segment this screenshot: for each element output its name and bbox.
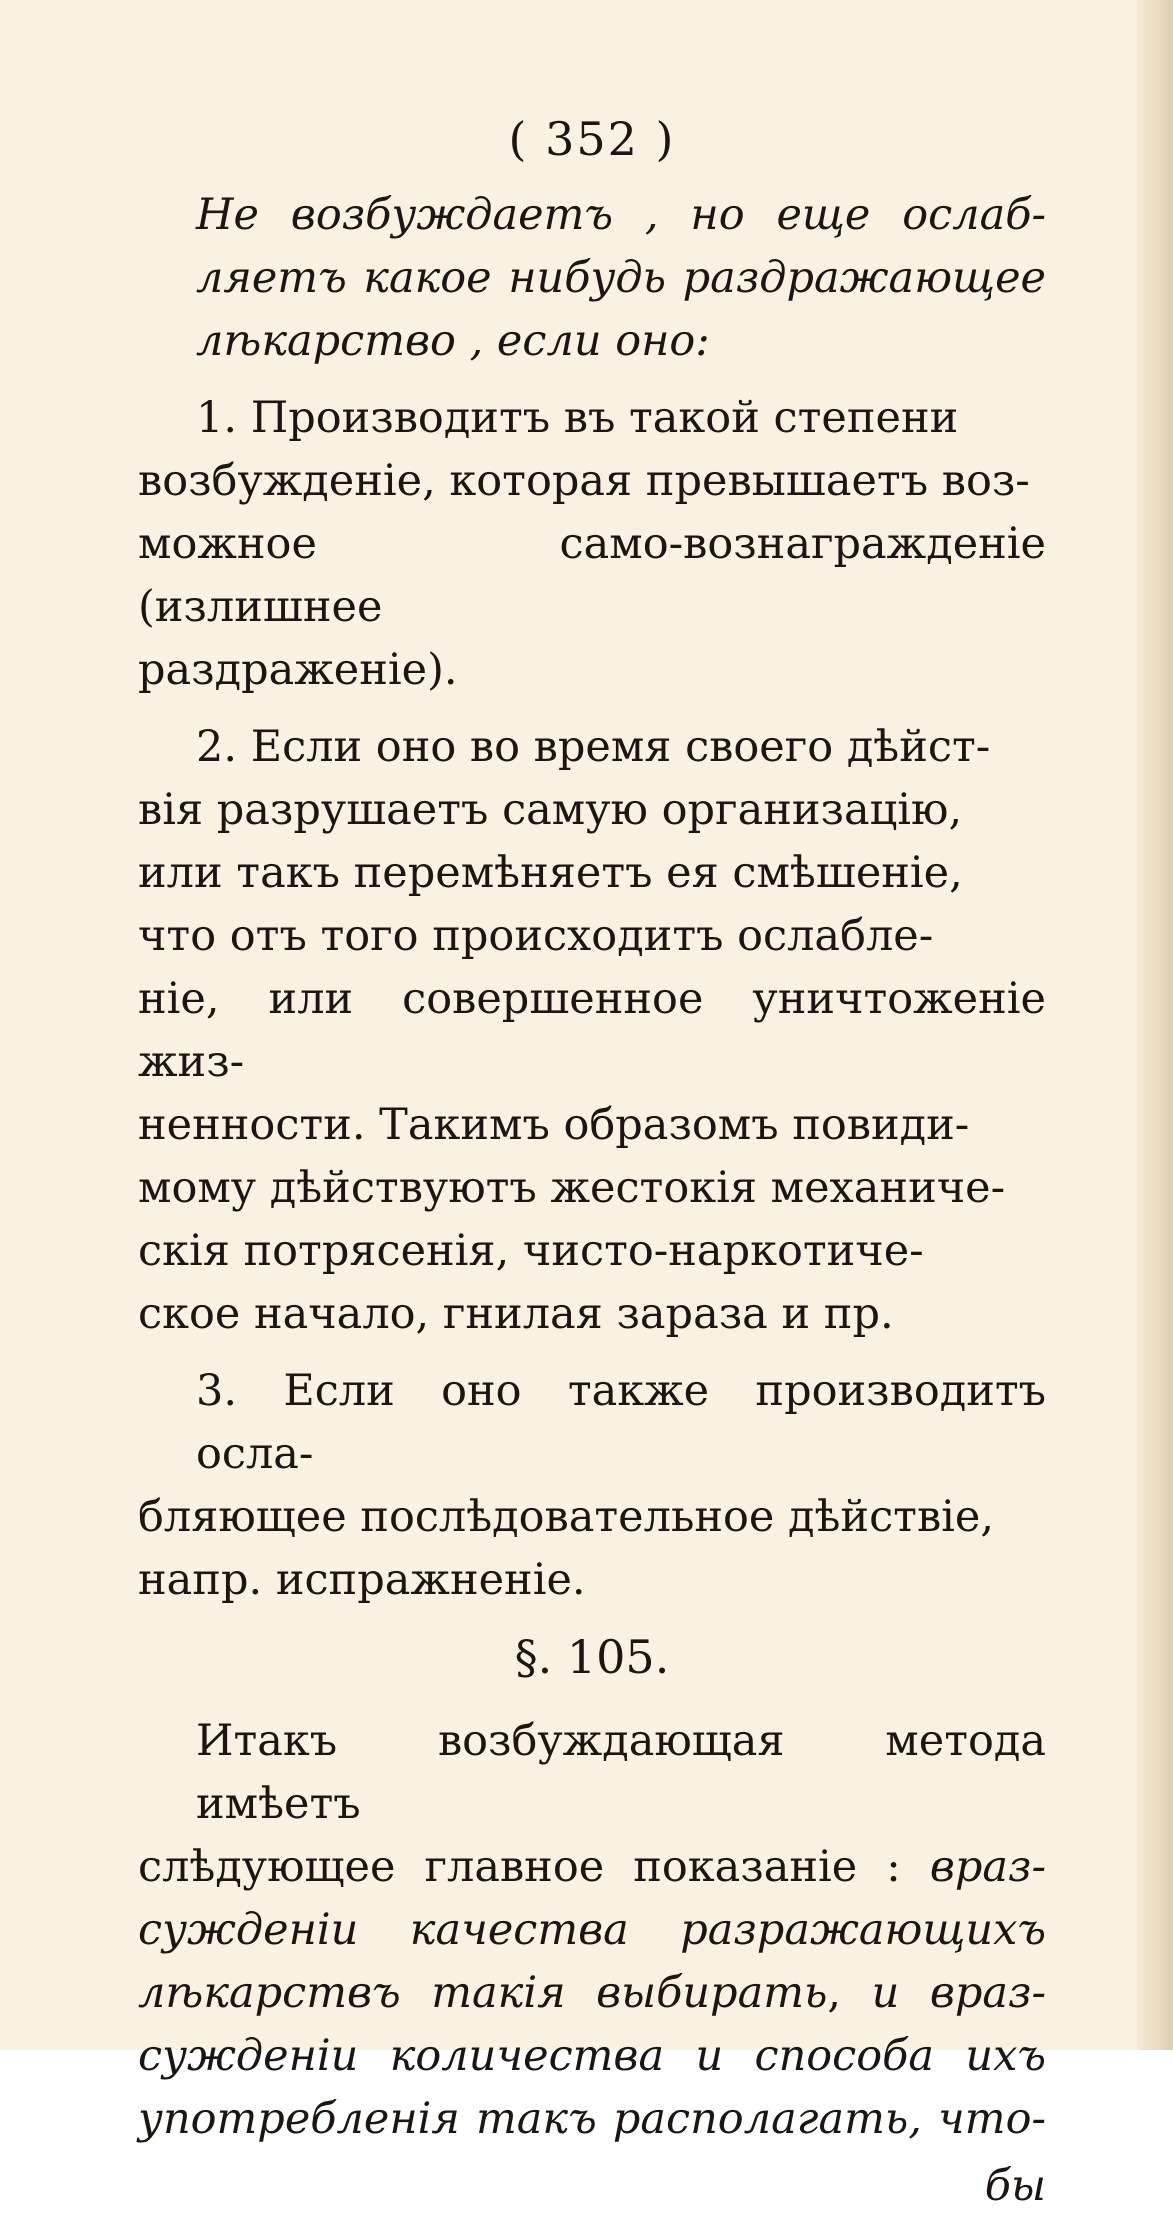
final-paragraph [138, 1710, 1046, 2151]
item-line: вія разрушаетъ самую организацію, [138, 785, 963, 835]
item-line: ненности. Такимъ образомъ повиди- [138, 1100, 970, 1150]
page-number: ( 352 ) [508, 112, 676, 166]
final-line: сужденіи качества разражающихъ [138, 1905, 1046, 1955]
final-line [138, 1836, 1046, 1899]
final-line-regular: слѣдующее главное показаніе : [138, 1842, 930, 1892]
section-heading: §. 105. [514, 1630, 670, 1684]
final-line: употребленія такъ располагать, что- [138, 2094, 1046, 2144]
item-1 [138, 387, 1046, 702]
item-line: напр. испражненіе. [138, 1555, 586, 1605]
item-line: ніе, или совершенное уничтоженіе жиз- [138, 974, 1046, 1087]
text-block [138, 112, 1046, 2218]
catchword: бы [984, 2161, 1046, 2211]
item-line: 1. Производитъ въ такой степени [196, 393, 959, 443]
item-line: мому дѣйствуютъ жестокія механиче- [138, 1163, 1006, 1213]
item-line: раздраженіе). [138, 645, 458, 695]
final-line-italic: лѣкарствъ такія выбирать [138, 1968, 828, 2018]
item-line: что отъ того происходитъ ослабле- [138, 911, 934, 961]
intro-line: ляетъ какое нибудь раздражающее [196, 253, 1046, 303]
item-line: 2. Если оно во время своего дѣйст- [196, 722, 991, 772]
item-line: 3. Если оно также производитъ осла- [196, 1366, 1046, 1479]
final-line: Итакъ возбуждающая метода имѣетъ [196, 1716, 1046, 1829]
item-line: или такъ перемѣняетъ ея смѣшеніе, [138, 848, 963, 898]
page-edge-shadow [1137, 0, 1173, 2050]
final-line-italic: и враз- [871, 1968, 1046, 2018]
intro-line: лѣкарство , если оно: [196, 316, 710, 366]
item-3 [138, 1360, 1046, 1612]
item-line: ское начало, гнилая зараза и пр. [138, 1289, 894, 1339]
intro-paragraph [138, 184, 1046, 373]
item-line: скія потрясенія, чисто-наркотиче- [138, 1226, 924, 1276]
intro-line: Не возбуждаетъ , но еще ослаб- [196, 190, 1046, 240]
final-line-regular: , [827, 1968, 872, 2018]
final-line-italic: враз- [929, 1842, 1046, 1892]
item-2 [138, 716, 1046, 1346]
final-line [138, 1962, 1046, 2025]
item-line: бляющее послѣдовательное дѣйствіе, [138, 1492, 995, 1542]
item-line: можное само-вознагражденіе (излишнее [138, 519, 1046, 632]
item-line: возбужденіе, которая превышаетъ воз- [138, 456, 1030, 506]
final-line: сужденіи количества и способа ихъ [138, 2031, 1046, 2081]
